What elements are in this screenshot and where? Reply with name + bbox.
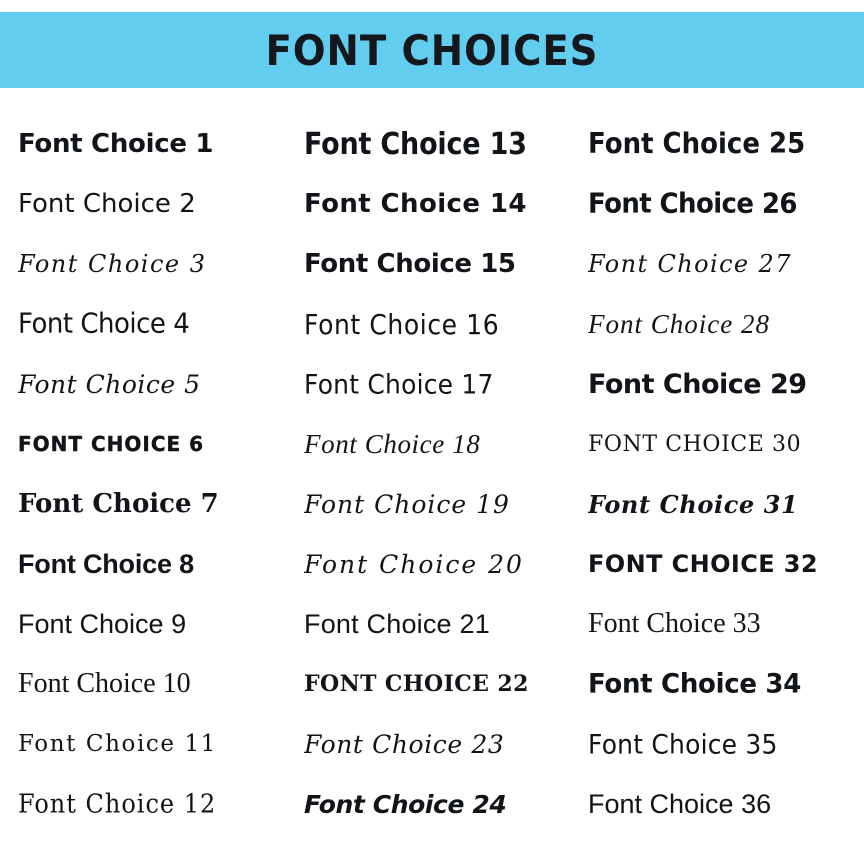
page-title: FONT CHOICES [265,25,599,75]
font-sample-6[interactable]: FONT CHOICE 6 [18,432,205,456]
font-sample-12[interactable]: Font Choice 12 [18,788,217,820]
font-sample-21[interactable]: Font Choice 21 [304,608,490,639]
font-column-1 [0,100,294,860]
font-sample-8[interactable]: Font Choice 8 [18,548,194,579]
font-sample-33[interactable]: Font Choice 33 [588,608,761,639]
font-sample-28[interactable]: Font Choice 28 [588,308,770,339]
font-sample-columns [0,100,864,860]
font-sample-36[interactable]: Font Choice 36 [588,788,772,819]
font-sample-10[interactable]: Font Choice 10 [18,668,191,699]
font-sample-9[interactable]: Font Choice 9 [18,608,187,639]
font-sample-3[interactable]: Font Choice 3 [18,250,207,278]
font-sample-31[interactable]: Font Choice 31 [588,489,799,519]
font-sample-19[interactable]: Font Choice 19 [304,489,510,519]
font-column-3 [580,100,864,860]
font-sample-18[interactable]: Font Choice 18 [304,428,481,459]
font-sample-26[interactable]: Font Choice 26 [588,188,797,220]
font-sample-7[interactable]: Font Choice 7 [18,489,219,519]
font-sample-15[interactable]: Font Choice 15 [304,249,516,279]
font-sample-30[interactable]: FONT CHOICE 30 [588,431,802,457]
font-sample-23[interactable]: Font Choice 23 [304,729,505,759]
font-sample-16[interactable]: Font Choice 16 [304,308,500,340]
font-sample-35[interactable]: Font Choice 35 [588,728,778,760]
font-sample-20[interactable]: Font Choice 20 [304,549,524,579]
font-sample-14[interactable]: Font Choice 14 [304,189,527,219]
font-sample-13[interactable]: Font Choice 13 [304,126,527,162]
font-sample-5[interactable]: Font Choice 5 [18,369,201,399]
font-sample-29[interactable]: Font Choice 29 [588,368,807,400]
font-sample-2[interactable]: Font Choice 2 [18,189,196,219]
font-sample-11[interactable]: Font Choice 11 [18,731,217,757]
font-sample-1[interactable]: Font Choice 1 [18,129,214,159]
font-sample-24[interactable]: Font Choice 24 [304,789,507,819]
font-sample-25[interactable]: Font Choice 25 [588,127,806,161]
font-sample-22[interactable]: FONT CHOICE 22 [304,671,529,697]
font-sample-34[interactable]: Font Choice 34 [588,668,802,700]
font-sample-27[interactable]: Font Choice 27 [588,250,792,278]
header-banner [0,12,864,88]
font-sample-17[interactable]: Font Choice 17 [304,368,494,400]
font-column-2 [294,100,580,860]
font-sample-32[interactable]: FONT CHOICE 32 [588,550,819,578]
font-sample-4[interactable]: Font Choice 4 [18,308,190,340]
